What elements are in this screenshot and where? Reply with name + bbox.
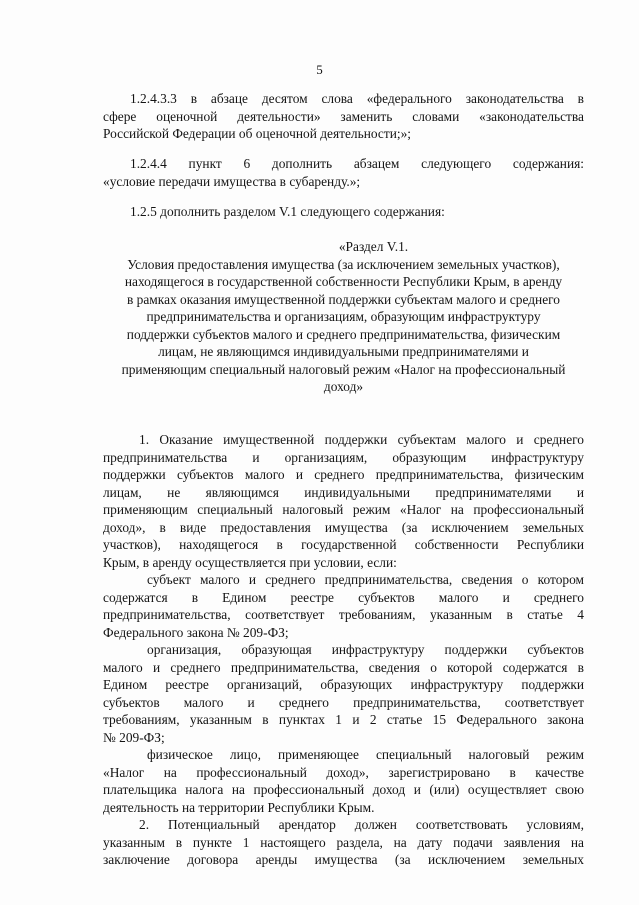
text-line: сфере оценочной деятельности» заменить словами «законодательства — [103, 108, 584, 124]
text-line: содержатся в Едином реестре субъектов малого и среднего — [103, 589, 584, 605]
section-title-line: доход» — [323, 379, 364, 394]
section-title-line: в рамках оказания имущественной поддержки субъектам малого и среднего — [126, 291, 560, 307]
paragraph-clause-1 — [103, 431, 584, 571]
text-line: лицам, не являющимся индивидуальными предпринимателями и — [103, 484, 584, 500]
text-line: организация, образующая инфраструктуру поддержки субъектов — [147, 642, 584, 657]
paragraph-1-2-4-4 — [103, 155, 584, 190]
text-line: «Налог на профессиональный доход», зарегистрировано в качестве — [103, 764, 584, 780]
text-line: 1.2.4.3.3 в абзаце десятом слова «федерального законодательства в — [130, 91, 584, 106]
section-title-line: предпринимательства и организациям, образующим инфраструктуру — [146, 309, 541, 324]
page-number: 5 — [316, 62, 323, 77]
text-line: № 209-ФЗ; — [103, 729, 165, 745]
text-line: «условие передачи имущества в субаренду.»; — [103, 173, 361, 189]
text-line: 1.2.4.4 пункт 6 дополнить абзацем следующего содержания: — [130, 156, 584, 171]
text-line: доход», в виде предоставления имущества (за исключением земельных — [103, 519, 584, 535]
section-title-line: Условия предоставления имущества (за исключением земельных участков), — [127, 256, 560, 272]
section-heading: «Раздел V.1. — [338, 239, 409, 254]
text-line: деятельность на территории Республики Крым. — [103, 799, 375, 815]
section-title-line: поддержки субъектов малого и среднего предпринимательства, физическим — [126, 326, 561, 342]
text-line: субъект малого и среднего предпринимательства, сведения о котором — [147, 572, 584, 587]
paragraph-sme-subject — [103, 571, 584, 641]
paragraph-clause-2 — [103, 816, 584, 869]
text-line: физическое лицо, применяющее специальный налоговый режим — [147, 747, 584, 762]
paragraph-1-2-5 — [103, 203, 584, 221]
text-line: предпринимательства, соответствует требованиям, указанным в статье 4 — [103, 607, 584, 622]
section-title-line: лицам, не являющимся индивидуальными предпринимателями и — [158, 344, 529, 359]
text-line: указанным в пункте 1 настоящего раздела, на дату подачи заявления на — [103, 834, 584, 850]
section-title-line: применяющим специальный налоговый режим «Налог на профессиональный — [121, 361, 566, 377]
text-line: Едином реестре организаций, образующих инфраструктуру поддержки — [103, 677, 584, 692]
text-line: предпринимательства и организациям, образующим инфраструктуру — [103, 449, 584, 465]
text-line: участков), находящегося в государственной собственности Республики — [103, 537, 584, 552]
text-line: поддержки субъектов малого и среднего предпринимательства, физическим — [103, 467, 584, 482]
text-line: требованиям, указанным в пунктах 1 и 2 статье 15 Федерального закона — [103, 712, 584, 727]
text-line: плательщика налога на профессиональный доход и (или) осуществляет свою — [103, 782, 584, 797]
text-line: 1. Оказание имущественной поддержки субъектам малого и среднего — [139, 432, 584, 447]
text-line: 1.2.5 дополнить разделом V.1 следующего содержания: — [130, 204, 445, 219]
section-title-line: находящегося в государственной собственности Республики Крым, в аренду — [124, 274, 563, 289]
text-line: Федерального закона № 209-ФЗ; — [103, 624, 289, 640]
text-line: применяющим специальный налоговый режим «Налог на профессиональный — [103, 502, 584, 517]
text-line: Российской Федерации об оценочной деятельности;»; — [103, 126, 412, 141]
text-line: Крым, в аренду осуществляется при условии, если: — [103, 554, 397, 570]
paragraph-1-2-4-3-3 — [103, 90, 584, 143]
text-line: субъектов малого и среднего предпринимательства, соответствует — [103, 694, 584, 710]
paragraph-individual — [103, 746, 584, 816]
text-line: малого и среднего предпринимательства, сведения о которой содержатся в — [103, 659, 584, 675]
text-line: заключение договора аренды имущества (за исключением земельных — [103, 852, 584, 867]
paragraph-organization — [103, 641, 584, 746]
section-title — [103, 238, 584, 396]
text-line: 2. Потенциальный арендатор должен соответствовать условиям, — [139, 817, 584, 832]
